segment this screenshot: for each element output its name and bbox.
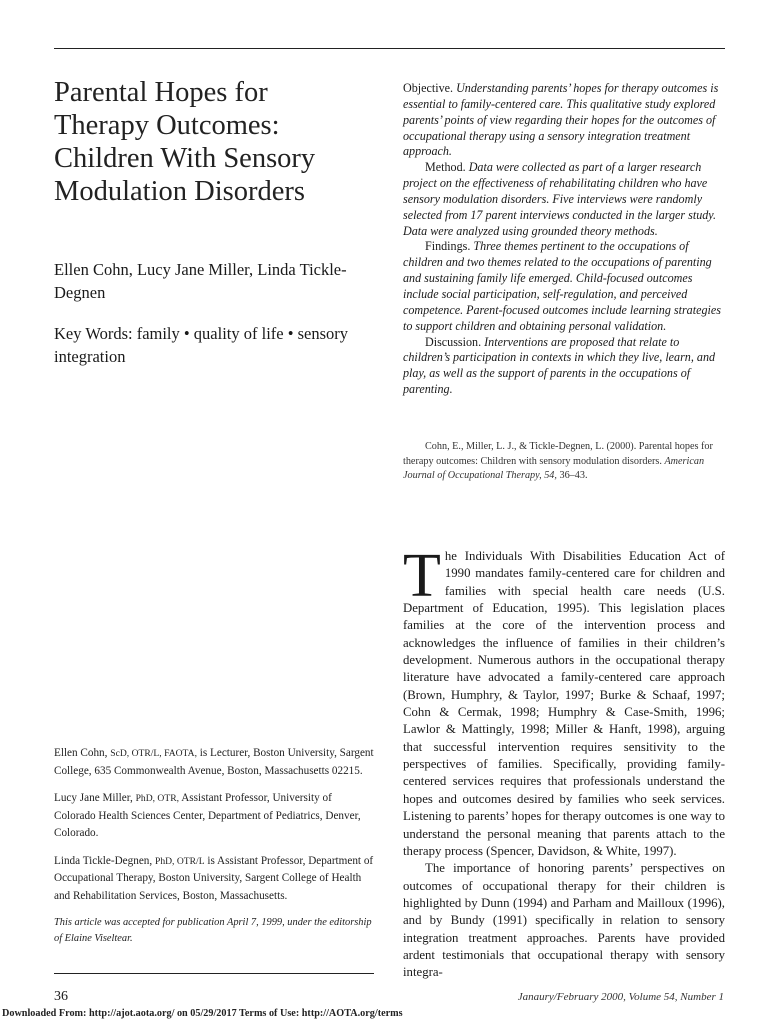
title-line: Parental Hopes for [54,77,268,108]
download-notice: Downloaded From: http://ajot.aota.org/ on 05/29/2017 Terms of Use: http://AOTA.org/terms [2,1008,403,1019]
citation [403,440,724,484]
affiliation-credentials: PhD, OTR/L [154,855,205,867]
objective-text: Understanding parents’ hopes for therapy outcomes is essential to family-centered care. This qualitative study explored parents’ points of view regarding their hopes for the outcomes of occupational therapy using a sensory integration treatment approach. [403,81,719,159]
affiliation-tickle-degnen [54,853,374,906]
discussion-text: Interventions are proposed that relate to children’s participation in contexts in which they live, learn, and play, as well as the support of parents in the occupations of parenting. [403,334,716,397]
article-paragraph [403,542,725,860]
method-label: Method. [425,160,466,175]
citation-journal: American Journal of Occupational Therapy, 54, [403,455,705,481]
findings-text: Three themes pertinent to the occupations of children and two themes related to the occupations of parenting and sustaining family life emerged. Child-focused outcomes include social participation, self-regulation, and perceived competence. Parent-focused outcomes include learning strategies to support children and obtaining personal validation. [403,239,721,333]
author-list: Ellen Cohn, Lucy Jane Miller, Linda Tickle-Degnen [54,260,347,302]
abstract [403,81,724,398]
title-line: Therapy Outcomes: [54,110,280,141]
issue-info: Janaury/February 2000, Volume 54, Number 1 [517,991,724,1003]
affiliation-cohn [54,745,374,780]
citation-text: Cohn, E., Miller, L. J., & Tickle-Degnen, L. (2000). Parental hopes for therapy outcomes: Children with sensory modulation disorders. [403,441,713,467]
citation-pages: 36–43. [559,470,588,481]
affiliation-name: Lucy Jane Miller, [54,792,133,804]
title-line: Modulation Disorders [54,176,305,207]
article-paragraph: The importance of honoring parents’ perspectives on outcomes of occupational therapy for their children is highlighted by Dunn (1994) and Parham and Mailloux (1996), and by Bundy (1991) specifically in relation to sensory integration treatment approaches. Parents have provided ardent testimonials that occupational therapy with sensory integra- [403,861,725,980]
method-text: Data were collected as part of a larger research project on the effectiveness of rehabilitating children who have sensory modulation disorders. Five interviews were randomly selected from 17 parent interviews conducted in the larger study. Data were analyzed using grounded theory methods. [403,160,717,238]
drop-cap: T [403,542,441,610]
title-line: Children With Sensory [54,143,316,174]
abstract-objective [403,81,724,160]
bottom-rule [54,973,374,974]
article-title [54,76,384,208]
affiliation-name: Linda Tickle-Degnen, [54,854,153,867]
abstract-method [403,160,724,239]
discussion-label: Discussion. [425,334,482,349]
page-number: 36 [54,989,68,1004]
key-words: Key Words: family • quality of life • sensory integration [54,324,349,366]
objective-label: Objective. [403,81,454,95]
affiliation-name: Ellen Cohn, [54,747,108,759]
affiliation-credentials: ScD, OTR/L, FAOTA, [110,748,197,759]
affiliation-text: is Lecturer, Boston University, Sargent College, 635 Commonwealth Avenue, Boston, Massachusetts 02215. [54,747,374,777]
top-rule [54,48,725,49]
findings-label: Findings. [425,239,471,254]
affiliation-miller [54,790,374,843]
affiliation-text: is Assistant Professor, Department of Occupational Therapy, Boston University, Sargent College of Health and Rehabilitation Services, Boston, Massachusetts. [54,854,374,902]
article-body [403,542,725,982]
acceptance-note: This article was accepted for publication April 7, 1999, under the editorship of Elaine Viseltear. [54,917,372,944]
affiliation-text: Assistant Professor, University of Colorado Health Sciences Center, Department of Pediatrics, Denver, Colorado. [54,792,361,839]
affiliation-credentials: PhD, OTR, [135,793,180,804]
author-affiliations [54,745,374,957]
paragraph-text: he Individuals With Disabilities Education Act of 1990 mandates family-centered care for children and families with special health care needs (U.S. Department of Education, 1995). This legislation places families at the core of the intervention process and acknowledges the influence of families in their children’s development. Numerous authors in the occupational therapy literature have advocated a family-centered care approach (Brown, Humphry, & Taylor, 1997; Burke & Schaaf, 1997; Cohn & Cermak, 1998; Humphry & Case-Smith, 1996; Lawlor & Mattingly, 1998; Miller & Hanft, 1998), arguing that successful intervention requires sensitivity to the perspectives of families. Specifically, providing family-centered services requires that professionals understand the hopes and outcomes desired by families who seek services. Listening to parents’ hopes for therapy outcomes is one way to understand the personal meaning that parents attach to the therapy process (Spencer, Davidson, & White, 1997). [403,549,725,858]
abstract-discussion [403,335,724,398]
abstract-findings [403,239,724,334]
